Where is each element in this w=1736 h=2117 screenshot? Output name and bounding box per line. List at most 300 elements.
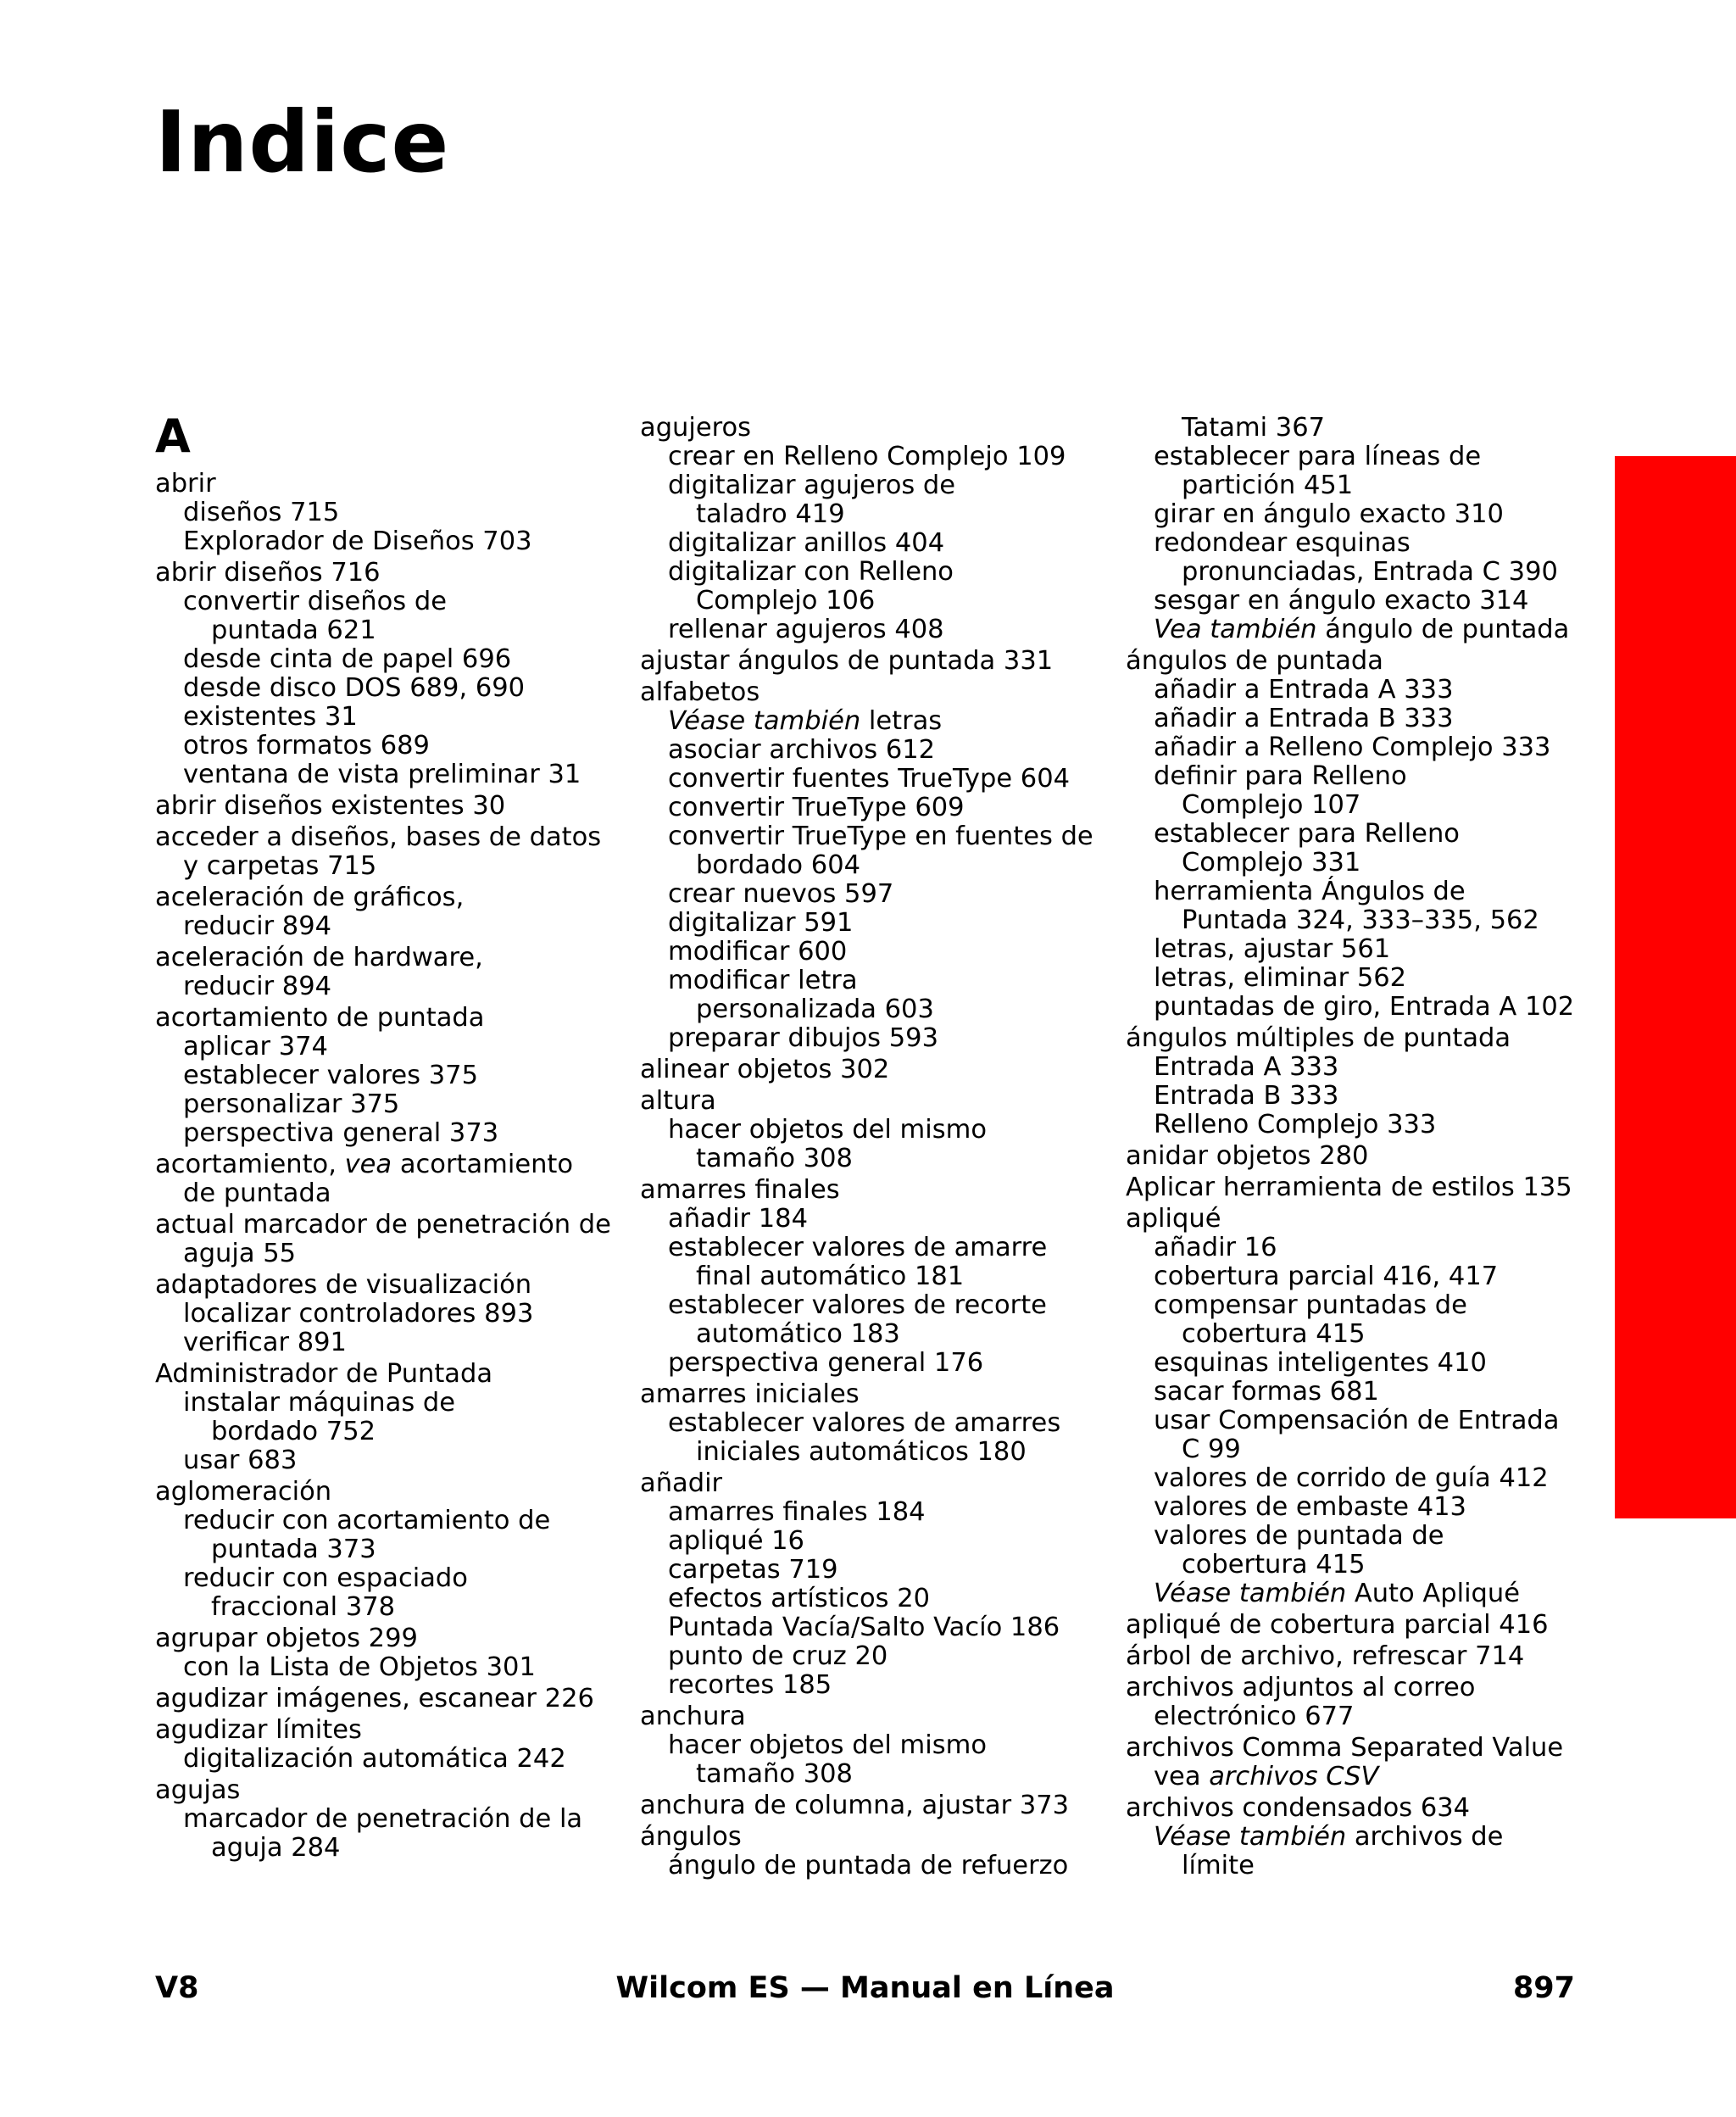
index-entry [640, 1380, 1093, 1409]
index-column-2 [640, 414, 1093, 1880]
index-subentry [1126, 849, 1574, 877]
entry-text: ángulos de puntada [1126, 646, 1383, 676]
entry-text: añadir a Entrada B 333 [1154, 704, 1454, 733]
index-entry [155, 1478, 611, 1507]
entry-text: apliqué [1126, 1204, 1221, 1234]
entry-text: añadir 16 [1154, 1233, 1277, 1262]
entry-text: acortamiento, [155, 1150, 345, 1179]
entry-text: personalizada 603 [696, 994, 934, 1024]
index-subentry [1126, 1111, 1574, 1139]
index-entry [155, 559, 611, 588]
entry-text: abrir [155, 469, 216, 499]
entry-text: C 99 [1182, 1435, 1241, 1464]
index-subentry [1126, 705, 1574, 733]
entry-text: preparar dibujos 593 [668, 1023, 938, 1053]
index-subentry [640, 1556, 1093, 1585]
index-entry [155, 792, 611, 821]
index-subentry [640, 851, 1093, 880]
index-entry [1126, 1024, 1574, 1053]
entry-text: cobertura 415 [1182, 1550, 1366, 1579]
entry-text: digitalizar anillos 404 [668, 528, 945, 558]
index-subentry [640, 1613, 1093, 1642]
entry-text: taladro 419 [696, 499, 845, 529]
entry-text: aceleración de hardware, [155, 943, 483, 972]
index-entry [155, 1271, 611, 1300]
entry-text: reducir 894 [183, 911, 332, 941]
entry-text: apliqué de cobertura parcial 416 [1126, 1610, 1549, 1640]
entry-text: puntada 621 [211, 616, 376, 645]
entry-text: pronunciadas, Entrada C 390 [1182, 557, 1558, 587]
index-entry [1126, 1173, 1574, 1202]
index-subentry [1126, 1320, 1574, 1349]
entry-italic-text: Vea también [1154, 615, 1317, 644]
entry-text: perspectiva general 373 [183, 1118, 499, 1148]
entry-text: acceder a diseños, bases de datos [155, 822, 602, 852]
entry-italic-text: Véase también [1154, 1822, 1347, 1852]
index-subentry [155, 732, 611, 760]
entry-text: añadir 184 [668, 1204, 808, 1234]
index-subentry [155, 1389, 611, 1418]
entry-text: establecer para líneas de [1154, 442, 1482, 471]
entry-text: Puntada 324, 333–335, 562 [1182, 905, 1539, 935]
index-entry [640, 1791, 1093, 1820]
entry-text: ajustar ángulos de puntada 331 [640, 646, 1054, 676]
index-entry [640, 1469, 1093, 1498]
entry-text: amarres finales 184 [668, 1497, 926, 1527]
entry-text: establecer valores de amarre [668, 1233, 1048, 1262]
index-subentry [640, 822, 1093, 851]
entry-text: localizar controladores 893 [183, 1299, 534, 1329]
index-subentry [155, 1446, 611, 1475]
index-subentry [1126, 791, 1574, 820]
entry-text: tamaño 308 [696, 1759, 853, 1789]
index-subentry [640, 1291, 1093, 1320]
entry-text: convertir TrueType en fuentes de [668, 822, 1093, 851]
entry-text: Complejo 106 [696, 586, 876, 616]
index-subentry [640, 1145, 1093, 1173]
index-entry [155, 1150, 611, 1179]
index-subentry [155, 1564, 611, 1593]
entry-text-after: letras [860, 706, 943, 736]
index-entry [155, 1624, 611, 1653]
entry-text: instalar máquinas de [183, 1388, 456, 1418]
entry-text: Tatami 367 [1182, 413, 1326, 443]
entry-text: agujas [155, 1775, 241, 1805]
index-subentry [1126, 1551, 1574, 1579]
entry-text: ángulos [640, 1822, 742, 1852]
index-subentry [1126, 935, 1574, 964]
index-subentry [640, 707, 1093, 736]
footer-manual-title: Wilcom ES — Manual en Línea [615, 1971, 1115, 2005]
entry-text: reducir con espaciado [183, 1563, 468, 1593]
entry-text: valores de corrido de guía 412 [1154, 1463, 1549, 1493]
index-column-3 [1126, 414, 1574, 1880]
entry-text: digitalizar agujeros de [668, 471, 956, 500]
index-entry [155, 883, 611, 912]
entry-text: puntada 373 [211, 1535, 376, 1564]
entry-text: añadir a Entrada A 333 [1154, 675, 1454, 705]
index-subentry [155, 1119, 611, 1148]
entry-text: modificar 600 [668, 937, 848, 967]
index-subentry [1126, 1522, 1574, 1551]
index-subentry [640, 1349, 1093, 1378]
entry-text: y carpetas 715 [183, 851, 377, 881]
index-subentry [155, 1834, 611, 1863]
entry-text: ángulo de puntada de refuerzo [668, 1851, 1069, 1880]
index-subentry [640, 736, 1093, 765]
entry-text: valores de puntada de [1154, 1521, 1444, 1551]
entry-text: actual marcador de penetración de [155, 1210, 611, 1240]
index-subentry [1126, 906, 1574, 935]
index-subentry [640, 1642, 1093, 1671]
entry-text: digitalizar 591 [668, 908, 854, 938]
entry-text: con la Lista de Objetos 301 [183, 1652, 536, 1682]
entry-text: árbol de archivo, refrescar 714 [1126, 1641, 1525, 1671]
index-subentry [640, 1760, 1093, 1789]
entry-text: bordado 752 [211, 1417, 376, 1446]
index-subentry [155, 1418, 611, 1446]
index-subentry [1126, 1262, 1574, 1291]
entry-text: efectos artísticos 20 [668, 1584, 931, 1613]
index-subentry [1126, 676, 1574, 705]
entry-text: bordado 604 [696, 850, 861, 880]
index-entry [1126, 1642, 1574, 1671]
index-subentry [640, 587, 1093, 616]
index-subentry [640, 1731, 1093, 1760]
entry-text: anchura de columna, ajustar 373 [640, 1791, 1070, 1820]
index-subentry [640, 995, 1093, 1024]
index-subentry [640, 1234, 1093, 1262]
index-subentry [640, 938, 1093, 967]
index-subentry [155, 1805, 611, 1834]
entry-text: usar Compensación de Entrada [1154, 1406, 1560, 1435]
index-subentry [1126, 1493, 1574, 1522]
entry-text: vea [1154, 1762, 1210, 1791]
index-subentry [155, 1300, 611, 1329]
index-entry [1126, 647, 1574, 676]
index-subentry [640, 1262, 1093, 1291]
index-subentry [640, 1438, 1093, 1467]
entry-text: añadir [640, 1468, 723, 1498]
entry-text: acortamiento de puntada [155, 1003, 485, 1033]
index-subentry [1126, 529, 1574, 558]
entry-text: aceleración de gráficos, [155, 883, 465, 912]
index-entry [640, 414, 1093, 443]
index-subentry [640, 1585, 1093, 1613]
entry-text: rellenar agujeros 408 [668, 615, 944, 644]
index-entry [1126, 1142, 1574, 1171]
index-subentry [640, 1498, 1093, 1527]
entry-text: abrir diseños 716 [155, 558, 381, 588]
index-entry [640, 1087, 1093, 1116]
index-subentry [640, 794, 1093, 822]
entry-text-after: archivos de [1346, 1822, 1504, 1852]
entry-text: alinear objetos 302 [640, 1055, 890, 1084]
index-subentry [155, 852, 611, 881]
index-entry [155, 823, 611, 852]
entry-text: apliqué 16 [668, 1526, 804, 1556]
index-subentry [1126, 1435, 1574, 1464]
entry-text: reducir con acortamiento de [183, 1506, 551, 1535]
entry-text: girar en ángulo exacto 310 [1154, 499, 1504, 529]
index-subentry [1126, 1291, 1574, 1320]
entry-text: ángulos múltiples de puntada [1126, 1023, 1511, 1053]
entry-italic-text: vea [344, 1150, 392, 1179]
entry-text: sacar formas 681 [1154, 1377, 1379, 1407]
index-subentry [155, 760, 611, 789]
index-subentry [1126, 587, 1574, 616]
index-subentry [640, 558, 1093, 587]
index-subentry [640, 616, 1093, 644]
entry-text: hacer objetos del mismo [668, 1115, 987, 1145]
entry-text: otros formatos 689 [183, 731, 430, 760]
entry-text: Entrada A 333 [1154, 1052, 1339, 1082]
entry-text: fraccional 378 [211, 1592, 396, 1622]
index-subentry [1126, 558, 1574, 587]
index-subentry [1126, 616, 1574, 644]
entry-text: usar 683 [183, 1446, 298, 1475]
index-subentry [640, 1409, 1093, 1438]
entry-text: desde cinta de papel 696 [183, 644, 512, 674]
index-subentry [155, 703, 611, 732]
entry-text: punto de cruz 20 [668, 1641, 888, 1671]
index-subentry [155, 1179, 611, 1208]
entry-text: personalizar 375 [183, 1089, 400, 1119]
entry-text: aglomeración [155, 1477, 332, 1507]
entry-text: amarres finales [640, 1175, 840, 1205]
entry-text-after: Auto Apliqué [1346, 1579, 1521, 1608]
index-subentry [155, 674, 611, 703]
entry-text: crear en Relleno Complejo 109 [668, 442, 1066, 471]
index-entry [155, 1211, 611, 1240]
entry-text: carpetas 719 [668, 1555, 838, 1585]
entry-text: tamaño 308 [696, 1144, 853, 1173]
entry-text-after: ángulo de puntada [1316, 615, 1570, 644]
entry-text: Relleno Complejo 333 [1154, 1110, 1437, 1139]
index-subentry [640, 765, 1093, 794]
entry-text: anchura [640, 1702, 746, 1731]
index-entry [640, 1176, 1093, 1205]
entry-text: redondear esquinas [1154, 528, 1410, 558]
entry-text: agujeros [640, 413, 752, 443]
index-subentry [155, 912, 611, 941]
entry-text: marcador de penetración de la [183, 1804, 583, 1834]
entry-text: iniciales automáticos 180 [696, 1437, 1027, 1467]
entry-text: herramienta Ángulos de [1154, 877, 1466, 906]
index-entry [155, 1004, 611, 1033]
index-subentry [1126, 443, 1574, 471]
index-subentry [1126, 762, 1574, 791]
index-subentry [1126, 1349, 1574, 1378]
index-subentry [155, 645, 611, 674]
entry-text: modificar letra [668, 966, 858, 995]
entry-text: Complejo 331 [1182, 848, 1361, 877]
entry-text: alfabetos [640, 677, 760, 707]
entry-text: Complejo 107 [1182, 790, 1361, 820]
index-subentry [1126, 877, 1574, 906]
index-subentry [1126, 1234, 1574, 1262]
index-subentry [640, 1852, 1093, 1880]
entry-text-after: acortamiento [392, 1150, 574, 1179]
entry-text: agudizar límites [155, 1715, 362, 1745]
footer-version: V8 [155, 1971, 199, 2005]
page-title: Indice [155, 92, 450, 192]
entry-text: electrónico 677 [1154, 1702, 1355, 1731]
entry-text: perspectiva general 176 [668, 1348, 984, 1378]
index-column-1 [155, 409, 611, 1863]
entry-text: establecer valores 375 [183, 1061, 478, 1090]
index-subentry [155, 616, 611, 645]
index-subentry [1126, 414, 1574, 443]
index-entry [640, 678, 1093, 707]
entry-text: aguja 284 [211, 1833, 341, 1863]
entry-text: ventana de vista preliminar 31 [183, 760, 581, 789]
entry-text: amarres iniciales [640, 1379, 860, 1409]
index-subentry [640, 529, 1093, 558]
index-subentry [155, 588, 611, 616]
index-entry [155, 1685, 611, 1713]
entry-text: agrupar objetos 299 [155, 1624, 418, 1653]
index-subentry [640, 1527, 1093, 1556]
entry-text: Explorador de Diseños 703 [183, 526, 532, 556]
index-entry [1126, 1734, 1574, 1763]
entry-text: reducir 894 [183, 972, 332, 1001]
index-subentry [1126, 500, 1574, 529]
index-subentry [1126, 1579, 1574, 1608]
index-subentry [155, 1329, 611, 1357]
entry-text: de puntada [183, 1178, 331, 1208]
entry-text: límite [1182, 1851, 1255, 1880]
index-entry [1126, 1205, 1574, 1234]
page-footer [155, 1971, 1575, 2008]
red-thumb-tab [1615, 456, 1736, 1518]
entry-text: automático 183 [696, 1319, 900, 1349]
index-entry [155, 944, 611, 972]
entry-text: establecer valores de recorte [668, 1290, 1047, 1320]
entry-text: sesgar en ángulo exacto 314 [1154, 586, 1529, 616]
index-subentry [1126, 1053, 1574, 1082]
entry-text: archivos Comma Separated Value [1126, 1733, 1564, 1763]
entry-text: recortes 185 [668, 1670, 832, 1700]
entry-text: aguja 55 [183, 1239, 297, 1268]
entry-text: añadir a Relleno Complejo 333 [1154, 733, 1551, 762]
index-subentry [640, 1116, 1093, 1145]
index-entry [640, 1702, 1093, 1731]
index-entry [1126, 1611, 1574, 1640]
index-subentry [1126, 471, 1574, 500]
entry-text: digitalización automática 242 [183, 1744, 566, 1774]
entry-text: altura [640, 1086, 716, 1116]
entry-text: abrir diseños existentes 30 [155, 791, 506, 821]
entry-text: archivos condensados 634 [1126, 1793, 1471, 1823]
index-subentry [155, 499, 611, 527]
index-subentry [640, 1024, 1093, 1053]
entry-text: final automático 181 [696, 1262, 965, 1291]
index-subentry [155, 972, 611, 1001]
entry-text: verificar 891 [183, 1328, 347, 1357]
index-subentry [155, 527, 611, 556]
index-subentry [155, 1061, 611, 1090]
entry-text: compensar puntadas de [1154, 1290, 1467, 1320]
index-entry [640, 1823, 1093, 1852]
entry-text: cobertura parcial 416, 417 [1154, 1262, 1499, 1291]
index-entry [1126, 1794, 1574, 1823]
index-subentry [155, 1535, 611, 1564]
section-letter: A [155, 409, 191, 463]
entry-text: desde disco DOS 689, 690 [183, 673, 526, 703]
entry-text: convertir TrueType 609 [668, 793, 965, 822]
index-subentry [1126, 1763, 1574, 1791]
entry-text: letras, eliminar 562 [1154, 963, 1407, 993]
index-subentry [1126, 1702, 1574, 1731]
entry-italic-text: Véase también [1154, 1579, 1347, 1608]
index-subentry [640, 967, 1093, 995]
index-subentry [1126, 1378, 1574, 1407]
entry-text: establecer para Relleno [1154, 819, 1460, 849]
entry-text: valores de embaste 413 [1154, 1492, 1466, 1522]
index-subentry [155, 1507, 611, 1535]
entry-text: esquinas inteligentes 410 [1154, 1348, 1487, 1378]
entry-text: Aplicar herramienta de estilos 135 [1126, 1173, 1572, 1202]
index-subentry [640, 1320, 1093, 1349]
index-subentry [1126, 1464, 1574, 1493]
index-subentry [1126, 820, 1574, 849]
entry-text: digitalizar con Relleno [668, 557, 954, 587]
index-entry [1126, 1674, 1574, 1702]
entry-text: Entrada B 333 [1154, 1081, 1339, 1111]
index-subentry [640, 471, 1093, 500]
index-entry [155, 1716, 611, 1745]
index-subentry [640, 1671, 1093, 1700]
index-subentry [155, 1593, 611, 1622]
index-subentry [1126, 733, 1574, 762]
entry-text: archivos adjuntos al correo [1126, 1673, 1476, 1702]
entry-text: definir para Relleno [1154, 761, 1407, 791]
entry-text: Puntada Vacía/Salto Vacío 186 [668, 1613, 1060, 1642]
index-subentry [640, 500, 1093, 529]
index-entry [640, 647, 1093, 676]
index-entry [155, 1360, 611, 1389]
index-subentry [640, 909, 1093, 938]
index-subentry [640, 880, 1093, 909]
entry-text: partición 451 [1182, 471, 1354, 500]
entry-text: existentes 31 [183, 702, 358, 732]
entry-text: letras, ajustar 561 [1154, 934, 1391, 964]
index-subentry [155, 1090, 611, 1119]
index-entry [155, 470, 611, 499]
index-subentry [1126, 1082, 1574, 1111]
entry-italic-text: archivos CSV [1209, 1762, 1379, 1791]
entry-text: agudizar imágenes, escanear 226 [155, 1684, 594, 1713]
entry-text: aplicar 374 [183, 1032, 328, 1061]
entry-text: diseños 715 [183, 498, 340, 527]
index-subentry [640, 1205, 1093, 1234]
index-subentry [155, 1033, 611, 1061]
index-entry [640, 1056, 1093, 1084]
index-subentry [1126, 993, 1574, 1022]
index-subentry [1126, 964, 1574, 993]
index-subentry [1126, 1823, 1574, 1852]
index-entry [155, 1776, 611, 1805]
index-subentry [1126, 1852, 1574, 1880]
entry-text: Administrador de Puntada [155, 1359, 493, 1389]
footer-page-number: 897 [1512, 1971, 1575, 2005]
entry-text: anidar objetos 280 [1126, 1141, 1369, 1171]
index-subentry [640, 443, 1093, 471]
entry-text: puntadas de giro, Entrada A 102 [1154, 992, 1575, 1022]
index-subentry [155, 1745, 611, 1774]
entry-text: asociar archivos 612 [668, 735, 936, 765]
